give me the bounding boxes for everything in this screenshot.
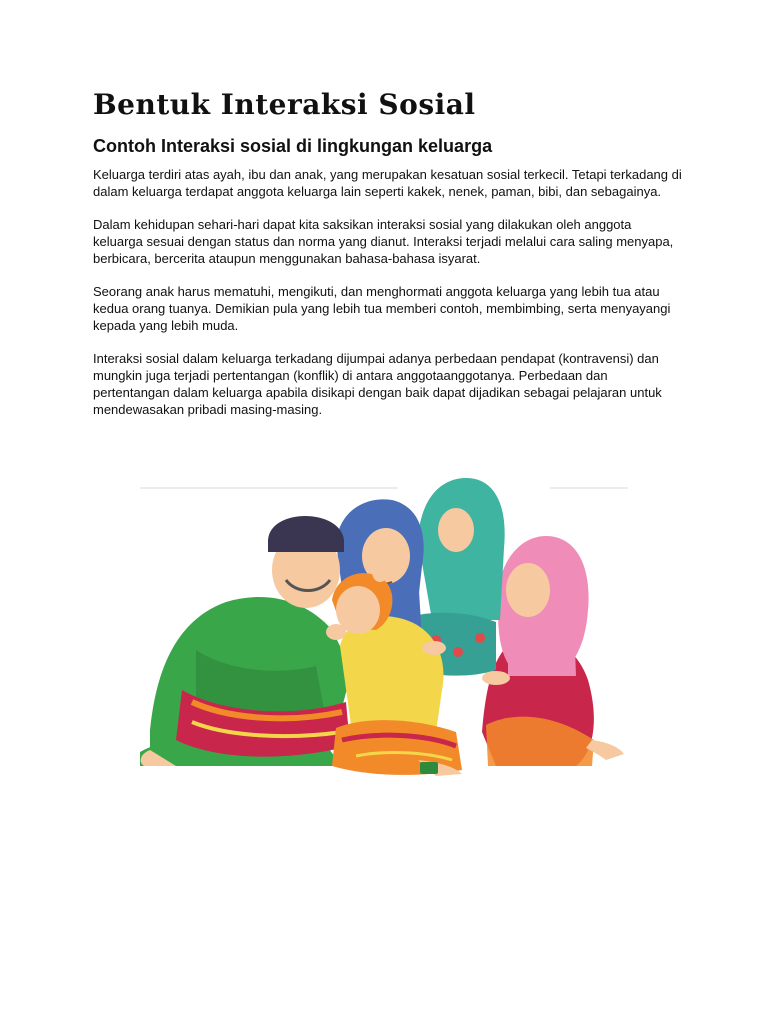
page-title: Bentuk Interaksi Sosial: [93, 88, 476, 121]
family-greeting-illustration: [136, 470, 632, 790]
paragraph-1: Keluarga terdiri atas ayah, ibu dan anak, yang merupakan kesatuan sosial terkecil. Tetapi terkadang di dalam keluarga terdapat anggota keluarga lain seperti kakek, nenek, paman, bibi, dan sebagainya.: [93, 167, 682, 199]
paragraph-3: Seorang anak harus mematuhi, mengikuti, dan menghormati anggota keluarga yang lebih tua atau kedua orang tuanya. Demikian pula yang lebih tua memberi contoh, membimbing, serta menyayangi kepada yang lebih muda.: [93, 284, 671, 333]
document-page: [93, 88, 683, 418]
paragraph-2: Dalam kehidupan sehari-hari dapat kita saksikan interaksi sosial yang dilakukan oleh anggota keluarga sesuai dengan status dan norma yang dianut. Interaksi terjadi melalui cara saling menyapa, berbicara, bercerita ataupun menggunakan bahasa-bahasa isyarat.: [93, 217, 674, 266]
section-heading: Contoh Interaksi sosial di lingkungan keluarga: [93, 136, 493, 156]
family-illustration-icon: [136, 470, 632, 790]
paragraph-4: Interaksi sosial dalam keluarga terkadang dijumpai adanya perbedaan pendapat (kontravensi) dan mungkin juga terjadi pertentangan (konflik) di antara anggotaanggotanya. Perbedaan dan pertentangan dalam keluarga apabila disikapi dengan baik dapat dijadikan sebagai pelajaran untuk mendewasakan pribadi masing-masing.: [93, 351, 662, 417]
